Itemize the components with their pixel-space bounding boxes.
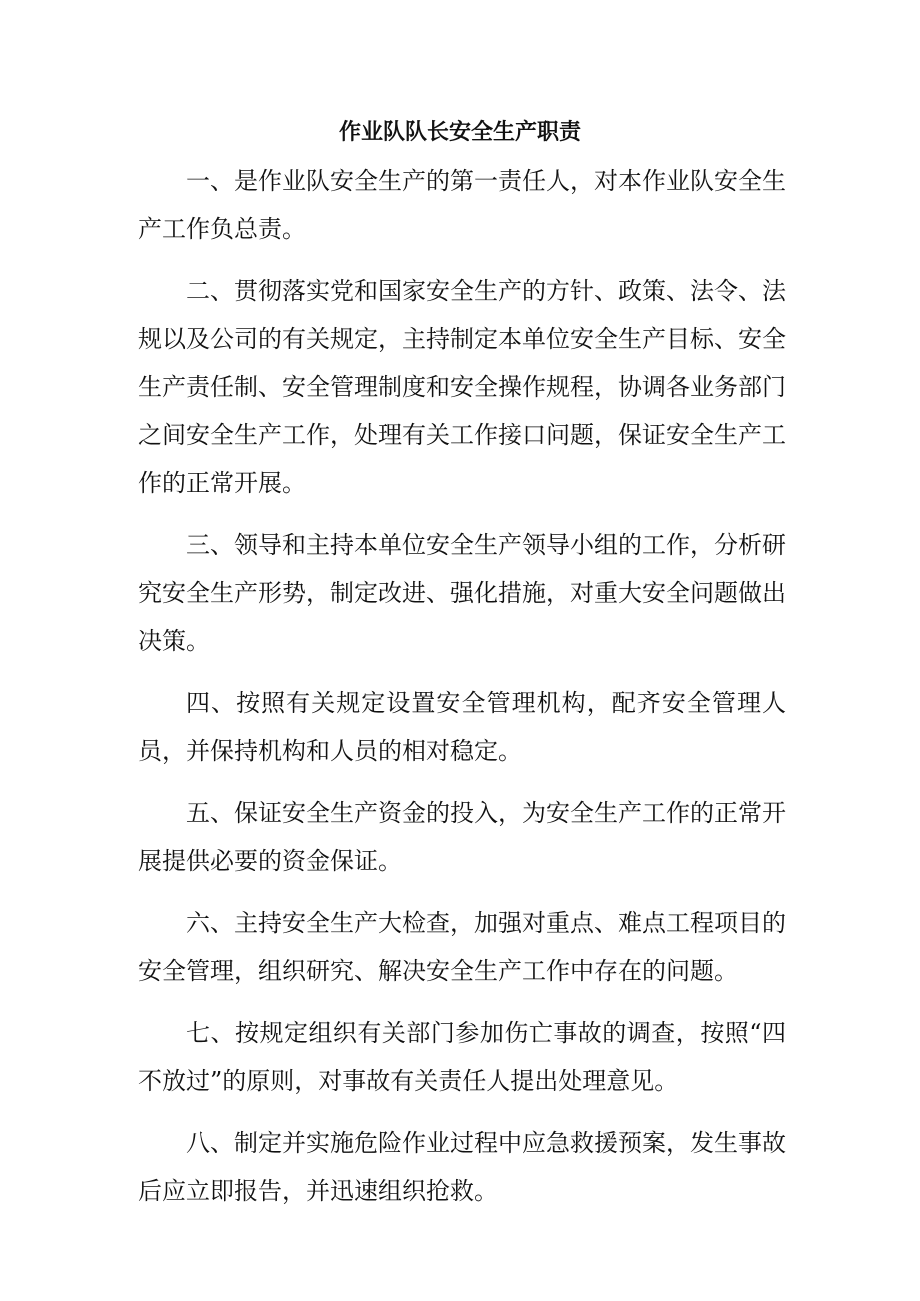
document-title: 作业队队长安全生产职责	[338, 119, 581, 145]
paragraph-7: 七、按规定组织有关部门参加伤亡事故的调查，按照“四不放过”的原则，对事故有关责任人提出处理意见。	[138, 1019, 786, 1095]
paragraph-8: 八、制定并实施危险作业过程中应急救援预案，发生事故后应立即报告，并迅速组织抢救。	[138, 1129, 786, 1205]
paragraph-2: 二、贯彻落实党和国家安全生产的方针、政策、法令、法规以及公司的有关规定，主持制定本单位安全生产目标、安全生产责任制、安全管理制度和安全操作规程，协调各业务部门之间安全生产工作，处理有关工作接口问题，保证安全生产工作的正常开展。	[138, 277, 786, 497]
paragraph-3: 三、领导和主持本单位安全生产领导小组的工作，分析研究安全生产形势，制定改进、强化措施，对重大安全问题做出决策。	[138, 531, 786, 655]
paragraph-4: 四、按照有关规定设置安全管理机构，配齐安全管理人员，并保持机构和人员的相对稳定。	[138, 689, 786, 765]
paragraph-6: 六、主持安全生产大检查，加强对重点、难点工程项目的安全管理，组织研究、解决安全生产工作中存在的问题。	[138, 909, 786, 985]
paragraph-5: 五、保证安全生产资金的投入，为安全生产工作的正常开展提供必要的资金保证。	[138, 799, 786, 875]
paragraph-1: 一、是作业队安全生产的第一责任人，对本作业队安全生产工作负总责。	[138, 167, 786, 243]
document-body	[138, 157, 786, 1229]
